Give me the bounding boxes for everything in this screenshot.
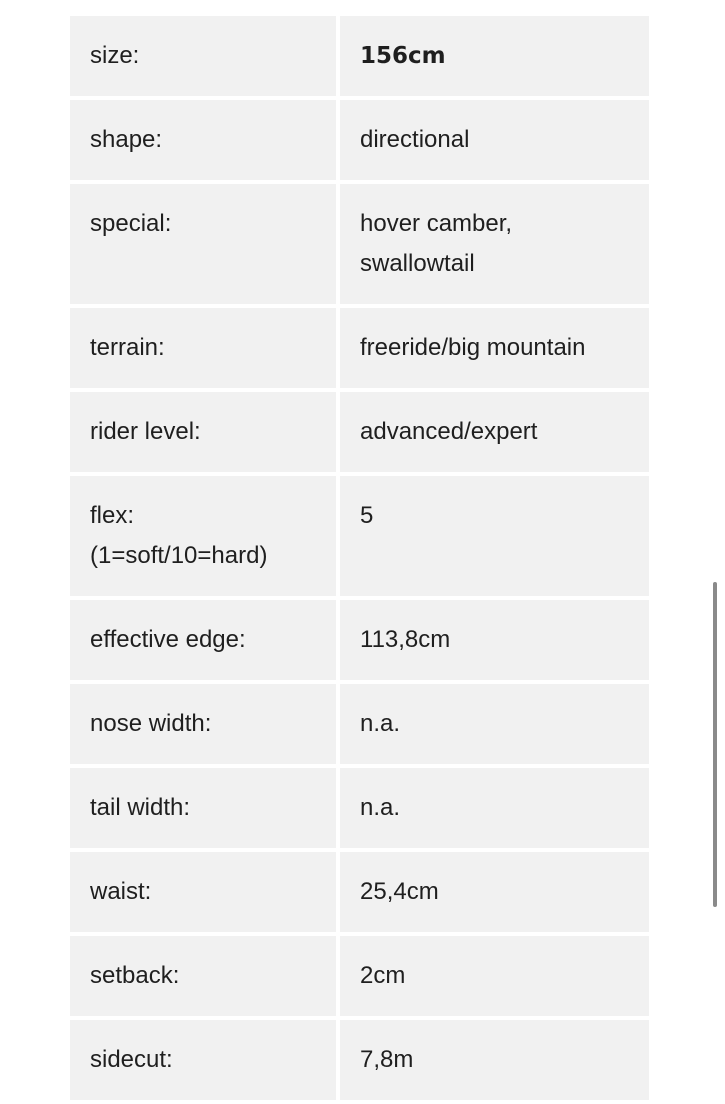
spec-label-line-1: flex: [90, 502, 135, 529]
spec-value-cell [340, 16, 649, 96]
spec-value: directional [360, 126, 470, 153]
spec-value: 2cm [360, 962, 406, 989]
spec-value: 5 [360, 502, 374, 529]
spec-label-cell [70, 936, 336, 1016]
table-row-nose-width [70, 684, 649, 764]
vertical-scrollbar[interactable] [713, 582, 717, 907]
spec-label: setback: [90, 962, 180, 989]
spec-value-line-2: swallowtail [360, 250, 475, 277]
spec-label: rider level: [90, 418, 201, 445]
spec-value: 113,8cm [360, 626, 451, 653]
spec-label: special: [90, 210, 172, 237]
spec-label: effective edge: [90, 626, 246, 653]
table-row-tail-width [70, 768, 649, 848]
spec-label: size: [90, 42, 140, 69]
spec-label-cell [70, 16, 336, 96]
table-row-rider-level [70, 392, 649, 472]
spec-label: tail width: [90, 794, 191, 821]
spec-value-cell [340, 600, 649, 680]
spec-label-cell [70, 476, 336, 596]
spec-value-cell [340, 684, 649, 764]
spec-label: sidecut: [90, 1046, 173, 1073]
spec-value-cell [340, 476, 649, 596]
spec-label-cell [70, 184, 336, 304]
spec-label: nose width: [90, 710, 212, 737]
spec-label-cell [70, 1020, 336, 1100]
table-row-shape [70, 100, 649, 180]
table-row-setback [70, 936, 649, 1016]
spec-value: freeride/big mountain [360, 334, 586, 361]
spec-label-cell [70, 392, 336, 472]
specs-table [66, 12, 653, 1104]
spec-value-cell [340, 936, 649, 1016]
spec-label-cell [70, 600, 336, 680]
spec-value-cell [340, 1020, 649, 1100]
spec-value: 7,8m [360, 1046, 414, 1073]
spec-value: advanced/expert [360, 418, 538, 445]
spec-label-cell [70, 100, 336, 180]
spec-label: waist: [90, 878, 152, 905]
spec-label-cell [70, 308, 336, 388]
table-row-flex [70, 476, 649, 596]
spec-value-cell [340, 852, 649, 932]
spec-value: 25,4cm [360, 878, 439, 905]
table-row-waist [70, 852, 649, 932]
spec-value-cell [340, 768, 649, 848]
table-row-size [70, 16, 649, 96]
spec-label-cell [70, 768, 336, 848]
spec-value: n.a. [360, 710, 401, 737]
spec-value-cell [340, 184, 649, 304]
table-row-effective-edge [70, 600, 649, 680]
table-row-terrain [70, 308, 649, 388]
spec-label: shape: [90, 126, 163, 153]
spec-label-cell [70, 684, 336, 764]
spec-label: terrain: [90, 334, 165, 361]
spec-value-line-1: hover camber, [360, 210, 513, 237]
spec-label-line-2: (1=soft/10=hard) [90, 542, 268, 569]
spec-value-cell [340, 392, 649, 472]
spec-value: n.a. [360, 794, 401, 821]
table-row-special [70, 184, 649, 304]
spec-label-cell [70, 852, 336, 932]
spec-value-cell [340, 308, 649, 388]
table-row-sidecut [70, 1020, 649, 1100]
spec-value: 156cm [360, 43, 446, 69]
spec-value-cell [340, 100, 649, 180]
